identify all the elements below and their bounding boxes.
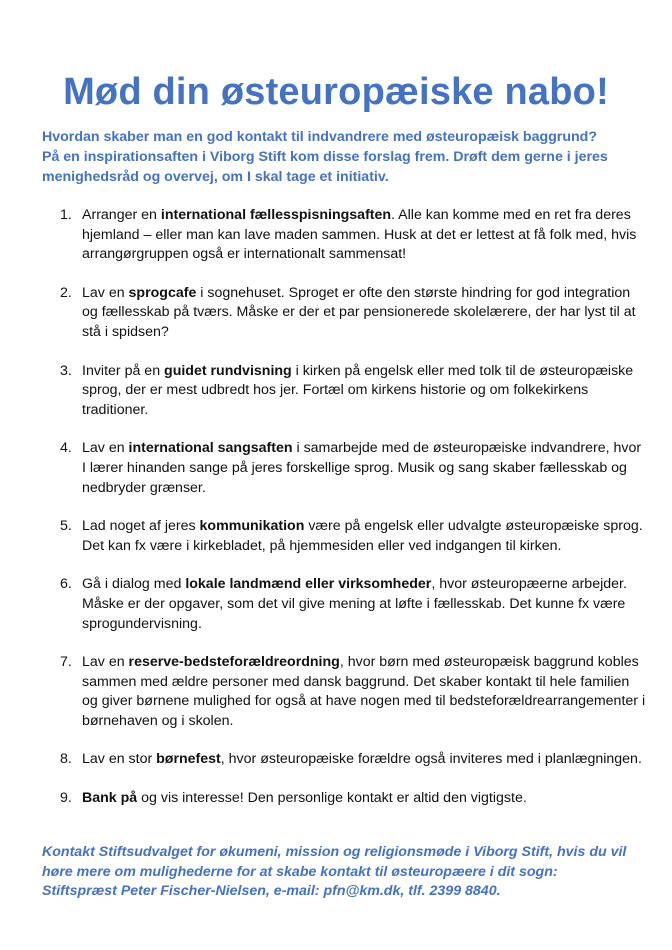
item-number: 8. bbox=[60, 751, 72, 768]
list-item bbox=[0, 439, 672, 498]
page-title: Mød din østeuropæiske nabo! bbox=[63, 71, 609, 114]
item-text: , hvor østeuropæerne arbejder. Måske er der opgaver, som det vil give mening at løfte i fællesskab. Det kunne fx være sprogundervisning. bbox=[82, 576, 627, 632]
item-number: 7. bbox=[60, 654, 72, 671]
item-number: 1. bbox=[60, 207, 72, 223]
list-item bbox=[0, 653, 672, 731]
item-text: Lav en bbox=[82, 440, 129, 457]
item-text: Lad noget af jeres bbox=[82, 518, 200, 535]
list-item bbox=[0, 517, 672, 556]
footer-line: Stiftspræst Peter Fischer-Nielsen, e-mail: pfn@km.dk, tlf. 2399 8840. bbox=[42, 883, 501, 900]
item-text: Lav en bbox=[82, 654, 129, 671]
item-text: og vis interesse! Den personlige kontakt er altid den vigtigste. bbox=[137, 790, 527, 807]
item-number: 6. bbox=[60, 576, 72, 593]
intro-text bbox=[42, 127, 642, 187]
item-highlight: sprogcafe bbox=[128, 284, 197, 301]
item-highlight: reserve-bedsteforældreordning bbox=[128, 654, 340, 671]
item-highlight: kommunikation bbox=[199, 518, 305, 535]
item-text: i sognehuset. Sproget er ofte den største hindring for god integration og fællesskab på tværs. Måske er der et par pensionerede skolelærere, der har lyst til at stå i spidsen? bbox=[82, 284, 636, 340]
list-item bbox=[0, 284, 672, 343]
item-number: 2. bbox=[60, 284, 72, 301]
item-text: Arranger en bbox=[82, 207, 161, 223]
item-text: . Alle kan komme med en ret fra deres hjemland – eller man kan lave maden sammen. Husk at det er lettest at få folk med, hvis arrangørgruppen også er internationalt sammensat! bbox=[82, 207, 637, 263]
list-item bbox=[0, 206, 672, 265]
item-highlight: international sangsaften bbox=[128, 440, 293, 457]
footer-line: høre mere om mulighederne for at skabe kontakt til østeuropæere i dit sogn: bbox=[42, 863, 558, 880]
item-text: i samarbejde med de østeuropæiske indvandrere, hvor I lærer hinanden sange på jeres forskellige sprog. Musik og sang skaber fællesskab og nedbryder grænser. bbox=[82, 440, 642, 496]
intro-line: Hvordan skaber man en god kontakt til indvandrere med østeuropæisk baggrund? bbox=[42, 129, 597, 145]
item-highlight: guidet rundvisning bbox=[164, 362, 292, 379]
item-highlight: Bank på bbox=[82, 790, 138, 807]
item-number: 3. bbox=[60, 362, 72, 379]
list-item bbox=[0, 789, 672, 809]
item-number: 5. bbox=[60, 518, 72, 535]
footer-line: Kontakt Stiftsudvalget for økumeni, mission og religionsmøde i Viborg Stift, hvis du vil bbox=[42, 844, 627, 860]
item-highlight: lokale landmænd eller virksomheder bbox=[185, 576, 432, 593]
item-highlight: børnefest bbox=[156, 751, 221, 768]
item-text: Lav en bbox=[82, 284, 129, 301]
item-text: være på engelsk eller udvalgte østeuropæiske sprog. Det kan fx være i kirkebladet, på hjemmesiden eller ved indgangen til kirken. bbox=[82, 518, 643, 554]
item-number: 9. bbox=[60, 790, 72, 807]
list-item bbox=[0, 750, 672, 770]
list-item bbox=[0, 575, 672, 634]
item-text: , hvor østeuropæiske forældre også inviteres med i planlægningen. bbox=[220, 751, 642, 768]
intro-line: På en inspirationsaften i Viborg Stift kom disse forslag frem. Drøft dem gerne i jeres bbox=[42, 149, 608, 165]
contact-footer bbox=[42, 843, 652, 902]
item-highlight: international fællesspisningsaften bbox=[160, 207, 392, 223]
item-text: , hvor børn med østeuropæisk baggrund kobles sammen med ældre personer med dansk baggrund. Det skaber kontakt til hele familien og giver børnene mulighed for også at have nogen med til bedsteforældrearrangementer i børnehaven og i skolen. bbox=[82, 654, 646, 729]
item-text: Gå i dialog med bbox=[82, 576, 186, 593]
item-text: Inviter på en bbox=[82, 362, 165, 379]
suggestion-list bbox=[0, 206, 672, 828]
list-item bbox=[0, 362, 672, 421]
intro-line: menighedsråd og overvej, om I skal tage et initiativ. bbox=[42, 169, 389, 185]
item-text: Lav en stor bbox=[82, 751, 157, 768]
item-number: 4. bbox=[60, 440, 72, 457]
item-text: i kirken på engelsk eller med tolk til de østeuropæiske sprog, der er mest udbredt hos jer. Fortæl om kirkens historie og om folkekirkens traditioner. bbox=[82, 362, 634, 418]
